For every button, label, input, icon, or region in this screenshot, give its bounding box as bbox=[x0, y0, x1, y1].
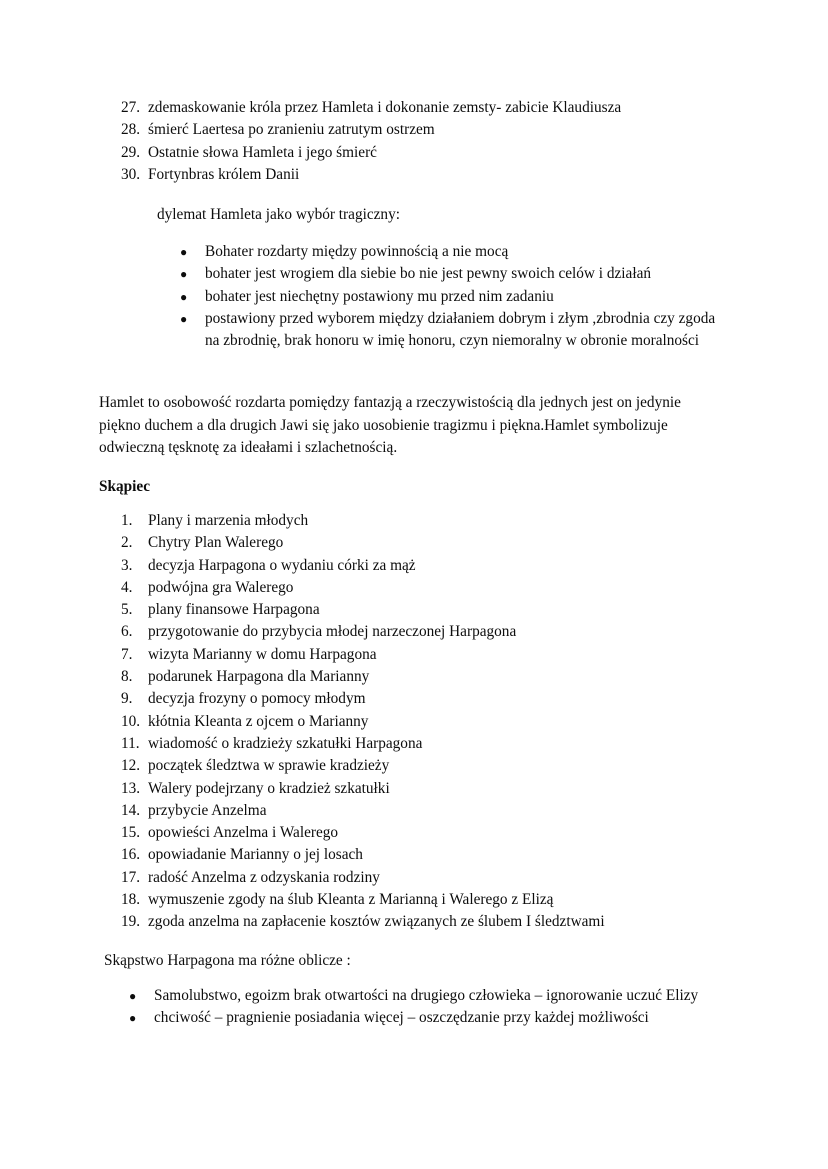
list-item-text: wiadomość o kradzieży szkatułki Harpagona bbox=[148, 734, 423, 752]
list-item bbox=[121, 822, 711, 844]
list-item bbox=[121, 688, 711, 710]
list-item-text: Plany i marzenia młodych bbox=[148, 512, 309, 529]
bullet-icon: ● bbox=[180, 267, 188, 282]
list-item bbox=[121, 778, 711, 800]
list-item-number: 28. bbox=[121, 121, 141, 139]
list-item bbox=[121, 97, 721, 119]
list-item-text: Samolubstwo, egoizm brak otwartości na drugiego człowieka – ignorowanie uczuć Elizy bbox=[154, 987, 699, 1004]
list-item-number: 11. bbox=[121, 734, 140, 752]
list-item-text: postawiony przed wyborem między działaniem dobrym i złym ,zbrodnia czy zgoda na zbrodnię, brak honoru w imię honoru, czyn niemoralny w obronie moralności bbox=[205, 309, 716, 350]
list-item-text: początek śledztwa w sprawie kradzieży bbox=[148, 757, 390, 775]
list-item-text: wizyta Marianny w domu Harpagona bbox=[148, 645, 377, 663]
list-item-text: radość Anzelma z odzyskania rodziny bbox=[148, 868, 380, 886]
hamlet-paragraph bbox=[99, 392, 704, 460]
bullet-icon: ● bbox=[129, 1011, 137, 1026]
skapstwo-bullet-list bbox=[129, 985, 709, 1030]
list-item-text: kłótnia Kleanta z ojcem o Marianny bbox=[148, 712, 369, 730]
list-item-number: 5. bbox=[121, 601, 133, 619]
list-item-number: 10. bbox=[121, 712, 141, 730]
list-item-number: 13. bbox=[121, 779, 141, 797]
skapiec-heading-text: Skąpiec bbox=[99, 478, 150, 495]
list-item bbox=[180, 308, 720, 353]
list-item-number: 6. bbox=[121, 623, 133, 641]
list-item bbox=[121, 733, 711, 755]
list-item-text: opowieści Anzelma i Walerego bbox=[148, 824, 339, 842]
list-item bbox=[121, 800, 711, 822]
list-item bbox=[121, 510, 711, 532]
list-item-text: zdemaskowanie króla przez Hamleta i dokonanie zemsty- zabicie Klaudiusza bbox=[148, 99, 622, 116]
list-item-number: 2. bbox=[121, 534, 133, 552]
list-item-number: 9. bbox=[121, 690, 133, 708]
list-item-text: wymuszenie zgody na ślub Kleanta z Marianną i Walerego z Elizą bbox=[148, 891, 554, 909]
list-item bbox=[129, 985, 709, 1007]
list-item bbox=[121, 532, 711, 554]
list-item bbox=[180, 286, 720, 308]
skapstwo-heading-text: Skąpstwo Harpagona ma różne oblicze : bbox=[104, 952, 351, 969]
list-item-text: plany finansowe Harpagona bbox=[148, 601, 320, 619]
list-item bbox=[121, 599, 711, 621]
list-item bbox=[121, 755, 711, 777]
bullet-icon: ● bbox=[180, 245, 188, 259]
list-item-number: 3. bbox=[121, 556, 133, 574]
list-item-number: 8. bbox=[121, 668, 133, 686]
bullet-icon: ● bbox=[180, 311, 188, 326]
list-item-number: 18. bbox=[121, 891, 141, 909]
list-item bbox=[121, 844, 711, 866]
list-item-text: Walery podejrzany o kradzież szkatułki bbox=[148, 779, 390, 797]
hamlet-bullet-list bbox=[180, 241, 720, 352]
list-item bbox=[121, 644, 711, 666]
list-item-number: 16. bbox=[121, 846, 141, 864]
list-item-number: 29. bbox=[121, 143, 141, 161]
list-item-number: 17. bbox=[121, 868, 141, 886]
list-item bbox=[121, 142, 721, 164]
list-item-text: chciwość – pragnienie posiadania więcej – oszczędzanie przy każdej możliwości bbox=[154, 1009, 649, 1027]
list-item-number: 30. bbox=[121, 165, 141, 183]
list-item-text: opowiadanie Marianny o jej losach bbox=[148, 846, 363, 864]
skapiec-heading bbox=[99, 476, 399, 498]
list-item-number: 27. bbox=[121, 99, 141, 116]
list-item-number: 4. bbox=[121, 578, 133, 596]
list-item-text: przybycie Anzelma bbox=[148, 801, 267, 819]
list-item-number: 1. bbox=[121, 512, 133, 529]
skapiec-numbered-list bbox=[121, 510, 711, 934]
list-item bbox=[121, 911, 711, 933]
list-item bbox=[121, 621, 711, 643]
list-item-number: 15. bbox=[121, 824, 141, 842]
list-item-text: podwójna gra Walerego bbox=[148, 578, 294, 596]
list-item bbox=[129, 1007, 709, 1029]
list-item-text: śmierć Laertesa po zranieniu zatrutym ostrzem bbox=[148, 121, 435, 139]
list-item-number: 19. bbox=[121, 913, 141, 931]
dylemat-heading bbox=[157, 204, 717, 226]
list-item bbox=[180, 263, 720, 285]
hamlet-paragraph-text: Hamlet to osobowość rozdarta pomiędzy fantazją a rzeczywistością dla jednych jest on jedynie piękno duchem a dla drugich Jawi się jako uosobienie tragizmu i piękna.Hamlet symbolizuje odwieczną tęsknotę za ideałami i szlachetnością. bbox=[99, 394, 681, 457]
list-item-text: decyzja frozyny o pomocy młodym bbox=[148, 690, 366, 708]
list-item bbox=[121, 555, 711, 577]
list-item-text: bohater jest niechętny postawiony mu przed nim zadaniu bbox=[205, 287, 554, 305]
list-item-text: Bohater rozdarty między powinnością a nie mocą bbox=[205, 243, 509, 260]
list-item-text: Ostatnie słowa Hamleta i jego śmierć bbox=[148, 143, 377, 161]
hamlet-numbered-list bbox=[121, 97, 721, 186]
list-item-number: 7. bbox=[121, 645, 133, 663]
dylemat-heading-text: dylemat Hamleta jako wybór tragiczny: bbox=[157, 206, 400, 223]
list-item bbox=[121, 164, 721, 186]
bullet-icon: ● bbox=[129, 989, 137, 1003]
list-item-text: decyzja Harpagona o wydaniu córki za mąż bbox=[148, 556, 416, 574]
skapstwo-heading bbox=[104, 950, 604, 972]
bullet-icon: ● bbox=[180, 289, 188, 304]
list-item-text: zgoda anzelma na zapłacenie kosztów związanych ze ślubem I śledztwami bbox=[148, 913, 605, 931]
list-item bbox=[180, 241, 720, 263]
list-item-text: Chytry Plan Walerego bbox=[148, 534, 284, 552]
list-item bbox=[121, 867, 711, 889]
list-item bbox=[121, 711, 711, 733]
list-item-text: przygotowanie do przybycia młodej narzeczonej Harpagona bbox=[148, 623, 517, 641]
list-item bbox=[121, 666, 711, 688]
list-item-text: bohater jest wrogiem dla siebie bo nie jest pewny swoich celów i działań bbox=[205, 265, 652, 283]
list-item bbox=[121, 577, 711, 599]
list-item-text: Fortynbras królem Danii bbox=[148, 165, 300, 183]
list-item-number: 14. bbox=[121, 801, 141, 819]
list-item-text: podarunek Harpagona dla Marianny bbox=[148, 668, 370, 686]
list-item bbox=[121, 119, 721, 141]
list-item bbox=[121, 889, 711, 911]
list-item-number: 12. bbox=[121, 757, 141, 775]
